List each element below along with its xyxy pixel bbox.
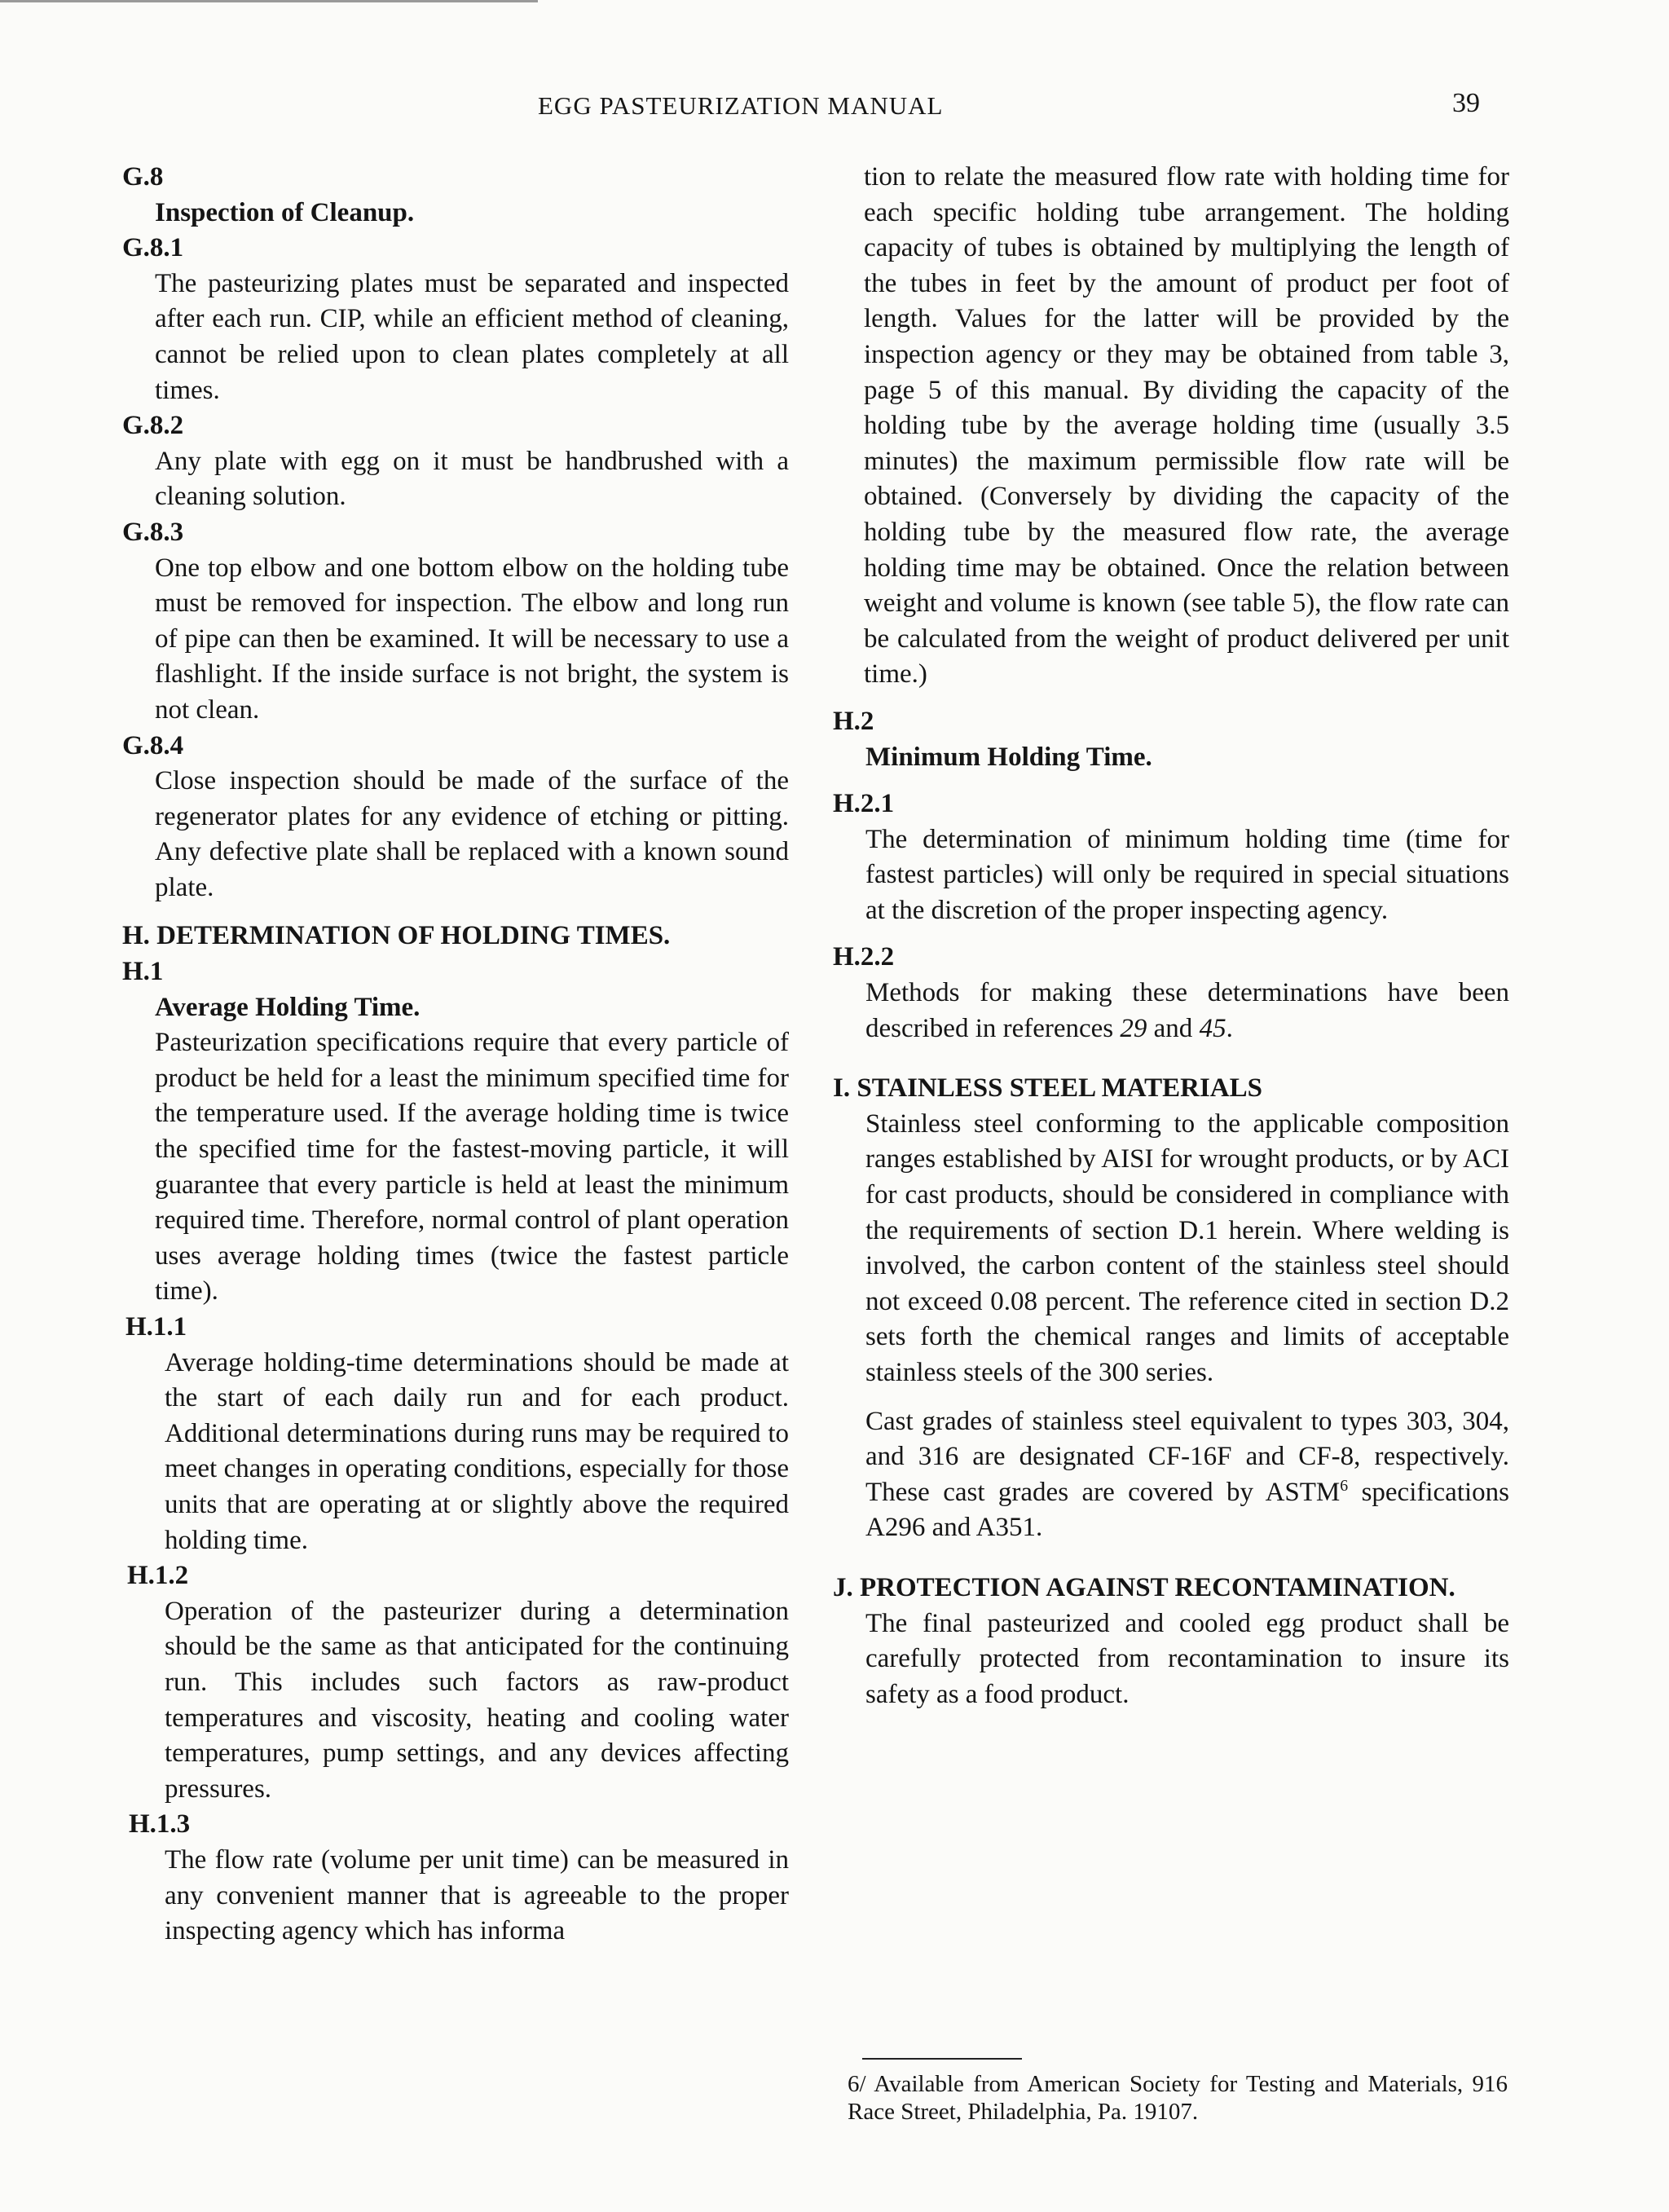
heading-i-stainless-steel: I. STAINLESS STEEL MATERIALS: [833, 1073, 1262, 1104]
paragraph-j: The final pasteurized and cooled egg product shall be carefully protected from recontamination to insure its safety as a food product.: [865, 1608, 1509, 1709]
section-number-h2: H.2: [833, 706, 874, 736]
section-number-h21: H.2.1: [833, 789, 895, 819]
section-title-g8: Inspection of Cleanup.: [155, 197, 415, 227]
heading-j-recontamination: J. PROTECTION AGAINST RECONTAMINATION.: [833, 1572, 1455, 1602]
section-number-h22: H.2.2: [833, 942, 895, 972]
paragraph-h22-end: .: [1226, 1013, 1233, 1043]
footnote: [848, 2070, 1508, 2126]
paragraph-h22-text: Methods for making these determinations have been described in references: [865, 978, 1509, 1043]
paragraph-h12: Operation of the pasteurizer during a determination should be the same as that anticipated for the continuing run. This includes such factors as raw-product temperatures and viscosity, heating and cooling water temperatures, pump settings, and any devices affecting pressures.: [165, 1596, 789, 1804]
section-number-g83: G.8.3: [122, 517, 184, 547]
paragraph-g81: The pasteurizing plates must be separated and inspected after each run. CIP, while an efficient method of cleaning, cannot be relied upon to clean plates completely at all times.: [155, 268, 789, 405]
footnote-rule: [862, 2058, 1022, 2060]
running-title: EGG PASTEURIZATION MANUAL: [538, 91, 944, 120]
section-title-h2: Minimum Holding Time.: [865, 742, 1152, 772]
paragraph-h1: Pasteurization specifications require that every particle of product be held for a least the minimum specified time for the temperature used. If the average holding time is twice the specified time for the fastest-moving particle, it will guarantee that every particle is held at least the minimum required time. Therefore, normal control of plant operation uses average holding times (twice the fastest particle time).: [155, 1028, 789, 1306]
section-number-g82: G.8.2: [122, 411, 184, 441]
paragraph-h13-continued: tion to relate the measured flow rate with holding time for each specific holding tube arrangement. The holding capacity of tubes is obtained by multiplying the length of the tubes in feet by the amount of product per foot of length. Values for the latter will be provided by the inspection agency or they may be obtained from table 3, page 5 of this manual. By dividing the capacity of the holding tube by the average holding time (usually 3.5 minutes) the maximum permissible flow rate will be obtained. (Conversely by dividing the capacity of the holding tube by the measured flow rate, the average holding time may be obtained. Once the relation between weight and volume is known (see table 5), the flow rate can be calculated from the weight of product delivered per unit time.): [864, 162, 1509, 690]
section-number-g81: G.8.1: [122, 233, 184, 263]
section-number-h1: H.1: [122, 957, 164, 987]
footnote-ref-6: 6: [1340, 1476, 1349, 1495]
paragraph-h22-and: and: [1147, 1013, 1200, 1043]
section-number-g84: G.8.4: [122, 730, 184, 760]
paragraph-i-1: Stainless steel conforming to the applicable composition ranges established by AISI for wrought products, or by ACI for cast products, should be considered in compliance with the requirements of section D.1 herein. Where welding is involved, the carbon content of the stainless steel should not exceed 0.08 percent. The reference cited in section D.2 sets forth the chemical ranges and limits of acceptable stainless steels of the 300 series.: [865, 1108, 1509, 1387]
paragraph-i-2-end: specifications A296 and A351.: [865, 1477, 1510, 1543]
section-title-h1: Average Holding Time.: [155, 992, 421, 1022]
paragraph-g83: One top elbow and one bottom elbow on the holding tube must be removed for inspection. The elbow and long run of pipe can then be examined. It will be necessary to use a flashlight. If the inside surface is not bright, the system is not clean.: [155, 553, 789, 725]
top-edge-rule: [0, 0, 538, 2]
paragraph-h21: The determination of minimum holding time (time for fastest particles) will only be required in special situations at the discretion of the proper inspecting agency.: [865, 824, 1509, 925]
reference-29: 29: [1120, 1013, 1147, 1043]
section-number-h11: H.1.1: [126, 1312, 187, 1342]
section-number-h12: H.1.2: [127, 1561, 189, 1591]
footnote-text: Available from American Society for Testing and Materials, 916 Race Street, Philadelphia, Pa. 19107.: [848, 2071, 1508, 2125]
reference-45: 45: [1199, 1013, 1226, 1043]
section-number-g8: G.8: [122, 162, 164, 192]
section-number-h13: H.1.3: [129, 1809, 191, 1840]
page-number: 39: [1452, 88, 1480, 118]
paragraph-g84: Close inspection should be made of the surface of the regenerator plates for any evidence of etching or pitting. Any defective plate shall be replaced with a known sound plate.: [155, 766, 789, 902]
right-column: [833, 160, 1509, 1712]
paragraph-i-2: [865, 1404, 1509, 1546]
left-column: [122, 160, 789, 1950]
page-header: [0, 88, 1669, 132]
footnote-mark: 6/: [848, 2071, 866, 2097]
paragraph-h22: [865, 976, 1509, 1047]
heading-h-holding-times: H. DETERMINATION OF HOLDING TIMES.: [122, 921, 671, 951]
paragraph-h13: The flow rate (volume per unit time) can be measured in any convenient manner that is agreeable to the proper inspecting agency which has informa: [165, 1844, 789, 1946]
paragraph-g82: Any plate with egg on it must be handbrushed with a cleaning solution.: [155, 446, 789, 512]
paragraph-i-2-text: Cast grades of stainless steel equivalent to types 303, 304, and 316 are designated CF-16F and CF-8, respectively. These cast grades are covered by ASTM: [865, 1406, 1509, 1507]
paragraph-h11: Average holding-time determinations should be made at the start of each daily run and for each product. Additional determinations during runs may be required to meet changes in operating conditions, especially for those units that are operating at or slightly above the required holding time.: [165, 1347, 789, 1555]
